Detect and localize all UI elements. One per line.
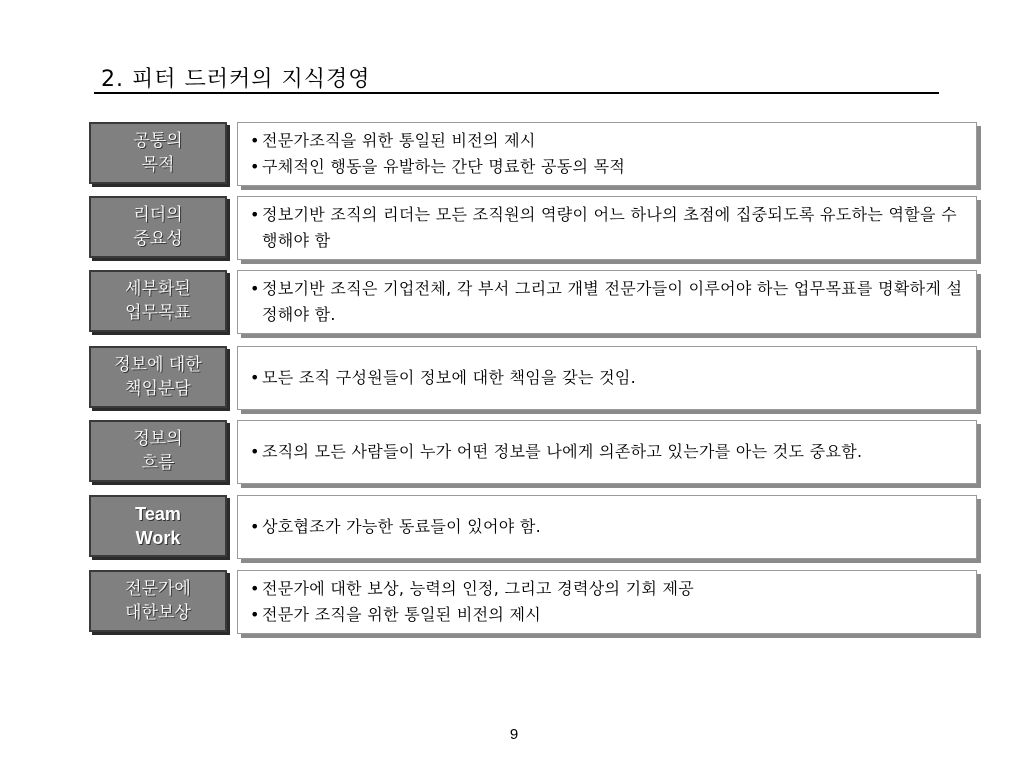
row-content <box>237 420 977 484</box>
row-label: 세부화된 업무목표 <box>89 270 227 332</box>
title-underline <box>94 92 939 94</box>
row-common-purpose <box>89 120 984 188</box>
row-label: 정보의 흐름 <box>89 420 227 482</box>
bullet-item: • 모든 조직 구성원들이 정보에 대한 책임을 갖는 것임. <box>250 365 968 391</box>
row-team-work <box>89 493 984 561</box>
bullet-item: • 정보기반 조직의 리더는 모든 조직원의 역량이 어느 하나의 초점에 집중되도록 유도하는 역할을 수행해야 함 <box>250 202 968 254</box>
row-label: Team Work <box>89 495 227 557</box>
row-label: 전문가에 대한보상 <box>89 570 227 632</box>
row-label: 공통의 목적 <box>89 122 227 184</box>
bullet-item: • 전문가에 대한 보상, 능력의 인정, 그리고 경력상의 기회 제공 <box>250 576 968 602</box>
page-number: 9 <box>509 726 519 743</box>
row-information-responsibility <box>89 344 984 412</box>
row-information-flow <box>89 418 984 486</box>
bullet-item: • 정보기반 조직은 기업전체, 각 부서 그리고 개별 전문가들이 이루어야 하는 업무목표를 명확하게 설정해야 함. <box>250 276 968 328</box>
row-content <box>237 346 977 410</box>
row-leader-importance <box>89 194 984 262</box>
row-content <box>237 196 977 260</box>
row-detailed-goals <box>89 268 984 336</box>
row-label: 정보에 대한 책임분담 <box>89 346 227 408</box>
slide-title: 2. 피터 드러커의 지식경영 <box>101 67 371 92</box>
bullet-item: • 전문가 조직을 위한 통일된 비전의 제시 <box>250 602 968 628</box>
row-content <box>237 122 977 186</box>
bullet-item: • 조직의 모든 사람들이 누가 어떤 정보를 나에게 의존하고 있는가를 아는 것도 중요함. <box>250 439 968 465</box>
bullet-item: • 전문가조직을 위한 통일된 비전의 제시 <box>250 128 968 154</box>
row-label: 리더의 중요성 <box>89 196 227 258</box>
row-content <box>237 570 977 634</box>
row-content <box>237 270 977 334</box>
bullet-item: • 구체적인 행동을 유발하는 간단 명료한 공동의 목적 <box>250 154 968 180</box>
bullet-item: • 상호협조가 가능한 동료들이 있어야 함. <box>250 514 968 540</box>
row-content <box>237 495 977 559</box>
row-expert-reward <box>89 568 984 636</box>
